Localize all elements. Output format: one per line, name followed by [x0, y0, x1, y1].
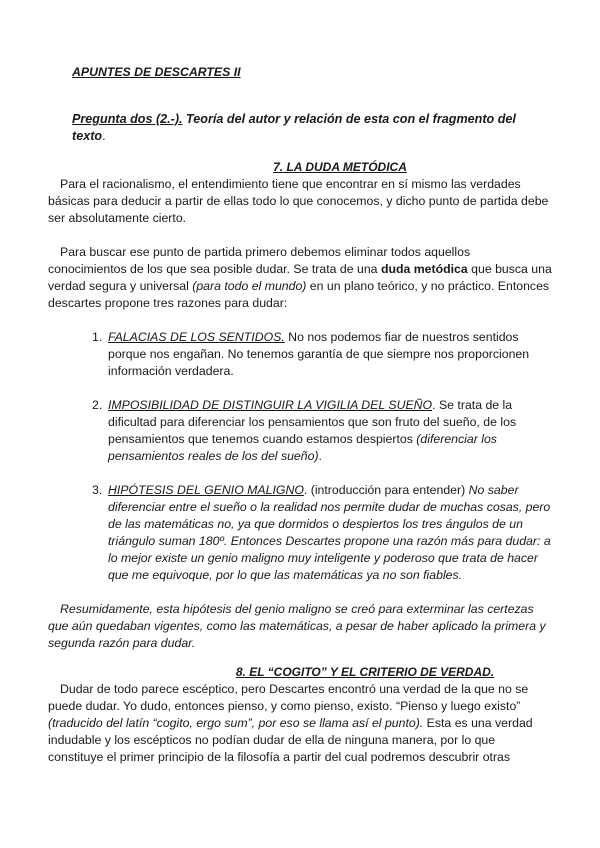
s8-italic: (traducido del latín “cogito, ergo sum”, por eso se llama así el punto).: [48, 716, 424, 730]
section-7-paragraph-1: Para el racionalismo, el entendimiento tiene que encontrar en sí mismo las verdades básicas para deducir a partir de ellas todo lo que conocemos, y dicho punto de partida debe ser absolutamente cierto.: [48, 177, 549, 225]
p2-text-a: Para buscar ese punto de partida primero debemos eliminar todos aquellos conocimientos de los que sea posible dudar. Se trata de una: [48, 245, 471, 276]
question-end: .: [102, 129, 106, 143]
list-item-text: . (introducción para entender): [303, 483, 469, 497]
question-label: Pregunta dos (2.-).: [72, 112, 183, 126]
section-8-heading: 8. EL “COGITO” Y EL CRITERIO DE VERDAD.: [235, 665, 495, 679]
list-item-number: 3.: [92, 483, 103, 497]
question-text: Teoría del autor y relación de esta con el fragmento del texto: [72, 112, 516, 143]
list-item-number: 1.: [92, 330, 103, 344]
list-item-text: . Se trata de la dificultad para diferenciar los pensamientos que son fruto del sueño, de los pensamientos que tenemos cuando estamos despiertos: [108, 398, 517, 446]
s8-text-b: Esta es una verdad indudable y los escépticos no podían dudar de ella de ninguna manera, por lo que constituye el primer principio de la filosofía a partir del cual podremos descubrir otras: [48, 716, 533, 764]
document-page: [48, 64, 552, 766]
list-item-italic: (diferenciar los pensamientos reales de los del sueño): [108, 432, 497, 463]
list-item-heading: IMPOSIBILIDAD DE DISTINGUIR LA VIGILIA DEL SUEÑO: [108, 398, 433, 412]
list-item-heading: FALACIAS DE LOS SENTIDOS.: [108, 330, 285, 344]
reasons-list: [48, 329, 552, 584]
document-title: APUNTES DE DESCARTES II: [72, 65, 241, 79]
list-item: [48, 482, 552, 584]
p2-text-c: en un plano teórico, y no práctico. Entonces descartes propone tres razones para dudar:: [48, 279, 550, 310]
p2-italic: (para todo el mundo): [192, 279, 307, 293]
section-8-paragraph-1: [48, 681, 552, 766]
list-item: [48, 397, 552, 465]
list-item-end: .: [318, 449, 322, 463]
p2-bold-term: duda metódica: [380, 262, 468, 276]
s8-text-a: Dudar de todo parece escéptico, pero Descartes encontró una verdad de la que no se puede dudar. Yo dudo, entonces pienso, y como pienso, existo. “Pienso y luego existo”: [48, 682, 529, 713]
list-item-number: 2.: [92, 398, 103, 412]
list-item-heading: HIPÓTESIS DEL GENIO MALIGNO: [108, 483, 304, 497]
section-7-heading: 7. LA DUDA METÓDICA: [273, 160, 407, 174]
section-7-summary: Resumidamente, esta hipótesis del genio maligno se creó para exterminar las certezas que aún quedaban vigentes, como las matemáticas, a pesar de haber aplicado la primera y segunda razón para dudar.: [48, 602, 546, 650]
list-item-italic: No saber diferenciar entre el sueño o la realidad nos permite dudar de muchas cosas, pero de las matemáticas no, ya que dormidos o despiertos los tres ángulos de un triángulo suman 180º. Entonces Descartes propone una razón más para dudar: a lo mejor existe un genio maligno muy inteligente y poderoso que trata de hacer que me equivoque, por lo que las matemáticas ya no son fiables.: [108, 483, 551, 582]
section-7-paragraph-2: [48, 244, 552, 312]
question-heading: [48, 111, 552, 145]
list-item: [48, 329, 552, 380]
p2-text-b: que busca una verdad segura y universal: [48, 262, 552, 293]
list-item-text: No nos podemos fiar de nuestros sentidos porque nos engañan. No tenemos garantía de que siempre nos proporcionen información verdadera.: [108, 330, 530, 378]
